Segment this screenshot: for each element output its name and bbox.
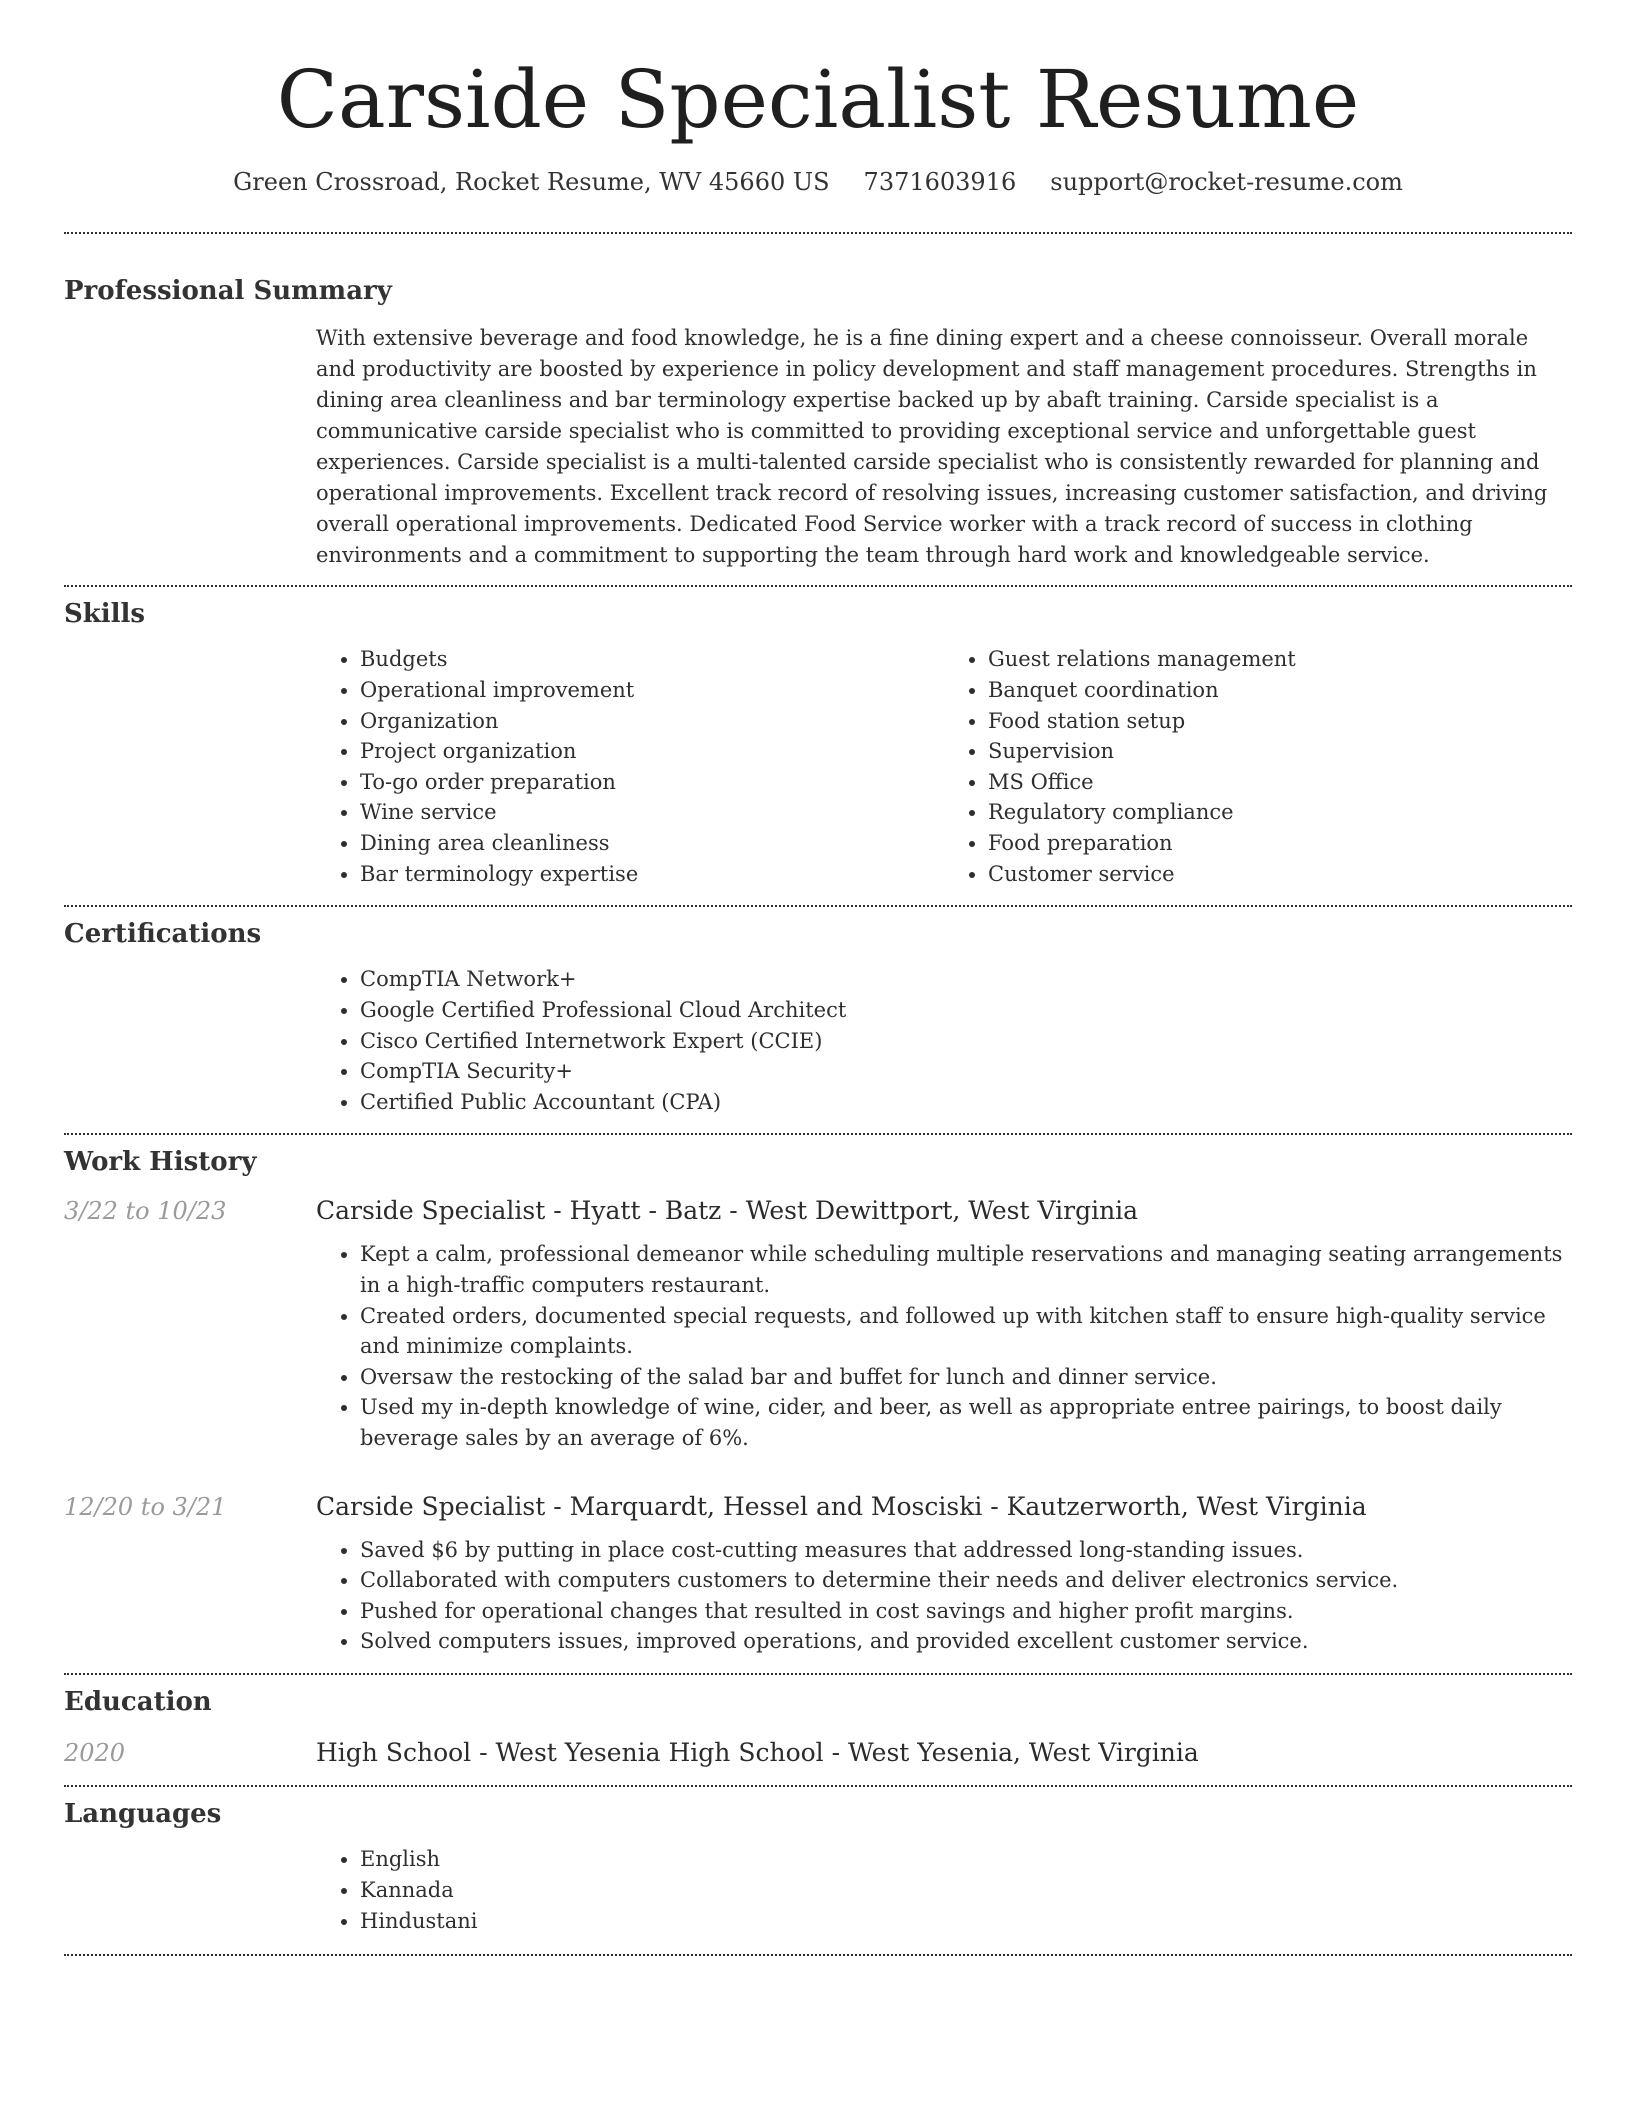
- skills-column-right: [944, 644, 1572, 889]
- job-duty: • Oversaw the restocking of the salad bar and buffet for lunch and dinner service.: [360, 1362, 1572, 1393]
- job-duty: • Solved computers issues, improved operations, and provided excellent customer service.: [360, 1626, 1572, 1657]
- summary-heading: Professional Summary: [64, 276, 392, 306]
- skill-item: • Wine service: [360, 797, 944, 828]
- divider: [64, 1673, 1572, 1675]
- language-item: • Hindustani: [360, 1906, 1572, 1937]
- job-duty: • Kept a calm, professional demeanor while scheduling multiple reservations and managing seating arrangements in a high-traffic computers restaurant.: [360, 1239, 1572, 1300]
- job-title: Carside Specialist - Hyatt - Batz - West Dewittport, West Virginia: [316, 1196, 1139, 1226]
- skills-list: [316, 644, 1572, 889]
- skill-item: • Food station setup: [988, 706, 1572, 737]
- job-duties: [316, 1535, 1572, 1657]
- address: Green Crossroad, Rocket Resume, WV 45660 US: [233, 168, 830, 196]
- divider: [64, 1785, 1572, 1787]
- skill-item: • Regulatory compliance: [988, 797, 1572, 828]
- language-item: • English: [360, 1844, 1572, 1875]
- divider: [64, 585, 1572, 587]
- job-duty: • Pushed for operational changes that resulted in cost savings and higher profit margins.: [360, 1596, 1572, 1627]
- skill-item: • Project organization: [360, 736, 944, 767]
- skill-item: • Budgets: [360, 644, 944, 675]
- resume-page: [64, 0, 1572, 1956]
- skill-item: • To-go order preparation: [360, 767, 944, 798]
- education-entry: [64, 1738, 1572, 1767]
- summary-text: With extensive beverage and food knowledge, he is a fine dining expert and a cheese connoisseur. Overall morale and productivity are boosted by experience in policy development and staff management procedures. Strengths in dining area cleanliness and bar terminology expertise backed up by abaft training. Carside specialist is a communicative carside specialist who is committed to providing exceptional service and unforgettable guest experiences. Carside specialist is a multi-talented carside specialist who is consistently rewarded for planning and operational improvements. Excellent track record of resolving issues, increasing customer satisfaction, and driving overall operational improvements. Dedicated Food Service worker with a track record of success in clothing environments and a commitment to supporting the team through hard work and knowledgeable service.: [316, 326, 1548, 568]
- certification-item: • CompTIA Network+: [360, 964, 1572, 995]
- skill-item: • Dining area cleanliness: [360, 828, 944, 859]
- job-duty: • Saved $6 by putting in place cost-cutting measures that addressed long-standing issues.: [360, 1535, 1572, 1566]
- job-duty: • Used my in-depth knowledge of wine, cider, and beer, as well as appropriate entree pairings, to boost daily beverage sales by an average of 6%.: [360, 1392, 1572, 1453]
- skill-item: • Operational improvement: [360, 675, 944, 706]
- skill-item: • MS Office: [988, 767, 1572, 798]
- skill-item: • Banquet coordination: [988, 675, 1572, 706]
- divider: [64, 232, 1572, 234]
- certification-item: • Cisco Certified Internetwork Expert (CCIE): [360, 1026, 1572, 1057]
- job-dates: 3/22 to 10/23: [64, 1197, 227, 1226]
- languages-heading: Languages: [64, 1799, 222, 1830]
- phone: 7371603916: [863, 168, 1017, 196]
- divider: [64, 905, 1572, 907]
- job-duties: [316, 1239, 1572, 1453]
- skills-column-left: [316, 644, 944, 889]
- skills-heading: Skills: [64, 599, 146, 630]
- job-title: Carside Specialist - Marquardt, Hessel and Mosciski - Kautzerworth, West Virginia: [316, 1491, 1367, 1521]
- job-dates: 12/20 to 3/21: [64, 1492, 227, 1521]
- divider: [64, 1954, 1572, 1956]
- job-entry: [64, 1196, 1572, 1453]
- email: support@rocket-resume.com: [1050, 168, 1403, 196]
- job-duty: • Created orders, documented special requests, and followed up with kitchen staff to ensure high-quality service and minimize complaints.: [360, 1301, 1572, 1362]
- certification-item: • Certified Public Accountant (CPA): [360, 1087, 1572, 1118]
- contact-line: [64, 168, 1572, 196]
- job-entry: [64, 1492, 1572, 1657]
- certification-item: • Google Certified Professional Cloud Architect: [360, 995, 1572, 1026]
- education-date: 2020: [64, 1739, 126, 1768]
- work-history-heading: Work History: [64, 1147, 257, 1178]
- language-item: • Kannada: [360, 1875, 1572, 1906]
- skill-item: • Supervision: [988, 736, 1572, 767]
- certifications-heading: Certifications: [64, 919, 262, 950]
- divider: [64, 1133, 1572, 1135]
- skill-item: • Customer service: [988, 859, 1572, 890]
- skill-item: • Bar terminology expertise: [360, 859, 944, 890]
- education-title: High School - West Yesenia High School - West Yesenia, West Virginia: [316, 1738, 1199, 1768]
- skill-item: • Food preparation: [988, 828, 1572, 859]
- education-heading: Education: [64, 1687, 212, 1717]
- job-duty: • Collaborated with computers customers to determine their needs and deliver electronics service.: [360, 1565, 1572, 1596]
- skill-item: • Guest relations management: [988, 644, 1572, 675]
- certifications-list: [316, 964, 1572, 1117]
- languages-list: [316, 1844, 1572, 1936]
- skill-item: • Organization: [360, 706, 944, 737]
- certification-item: • CompTIA Security+: [360, 1056, 1572, 1087]
- resume-title: Carside Specialist Resume: [276, 53, 1360, 146]
